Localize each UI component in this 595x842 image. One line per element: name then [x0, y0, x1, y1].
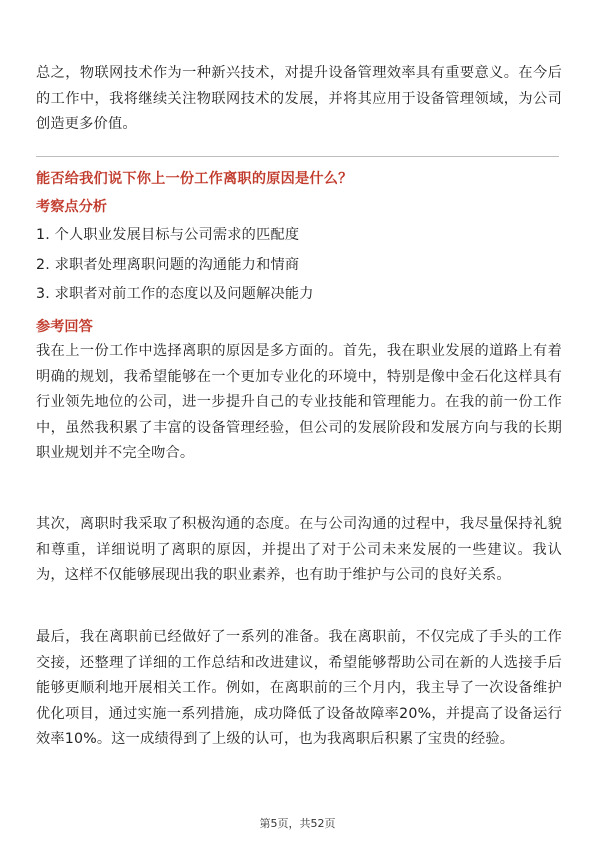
- analysis-heading: 考察点分析: [36, 199, 107, 215]
- analysis-point: 2. 求职者处理离职问题的沟通能力和情商: [36, 257, 300, 273]
- answer-paragraph: 最后，我在离职前已经做好了一系列的准备。我在离职前，不仅完成了手头的工作交接，还整理了详细的工作总结和改进建议，希望能够帮助公司在新的人选接手后能够更顺利地开展相关工作。例如，在离职前的三个月内，我主导了一次设备维护优化项目，通过实施一系列措施，成功降低了设备故障率20%，并提高了设备运行效率10%。这一成绩得到了上级的认可，也为我离职后积累了宝贵的经验。: [36, 629, 562, 747]
- answer-paragraph: 其次，离职时我采取了积极沟通的态度。在与公司沟通的过程中，我尽量保持礼貌和尊重，详细说明了离职的原因，并提出了对于公司未来发展的一些建议。我认为，这样不仅能够展现出我的职业素养，也有助于维护与公司的良好关系。: [36, 516, 562, 583]
- answer-paragraph: 我在上一份工作中选择离职的原因是多方面的。首先，我在职业发展的道路上有着明确的规划，我希望能够在一个更加专业化的环境中，特别是像中金石化这样具有行业领先地位的公司，进一步提升自己的专业技能和管理能力。在我的前一份工作中，虽然我积累了丰富的设备管理经验，但公司的发展阶段和发展方向与我的长期职业规划并不完全吻合。: [36, 343, 562, 461]
- interview-question: 能否给我们说下你上一份工作离职的原因是什么？: [36, 171, 353, 187]
- analysis-point: 1. 个人职业发展目标与公司需求的匹配度: [36, 227, 300, 243]
- answer-heading: 参考回答: [36, 319, 93, 335]
- page-number: 第5页，共52页: [259, 817, 336, 830]
- intro-paragraph: 总之，物联网技术作为一种新兴技术，对提升设备管理效率具有重要意义。在今后的工作中，我将继续关注物联网技术的发展，并将其应用于设备管理领域，为公司创造更多价值。: [36, 65, 562, 132]
- analysis-point: 3. 求职者对前工作的态度以及问题解决能力: [36, 286, 314, 302]
- section-divider: [36, 156, 559, 157]
